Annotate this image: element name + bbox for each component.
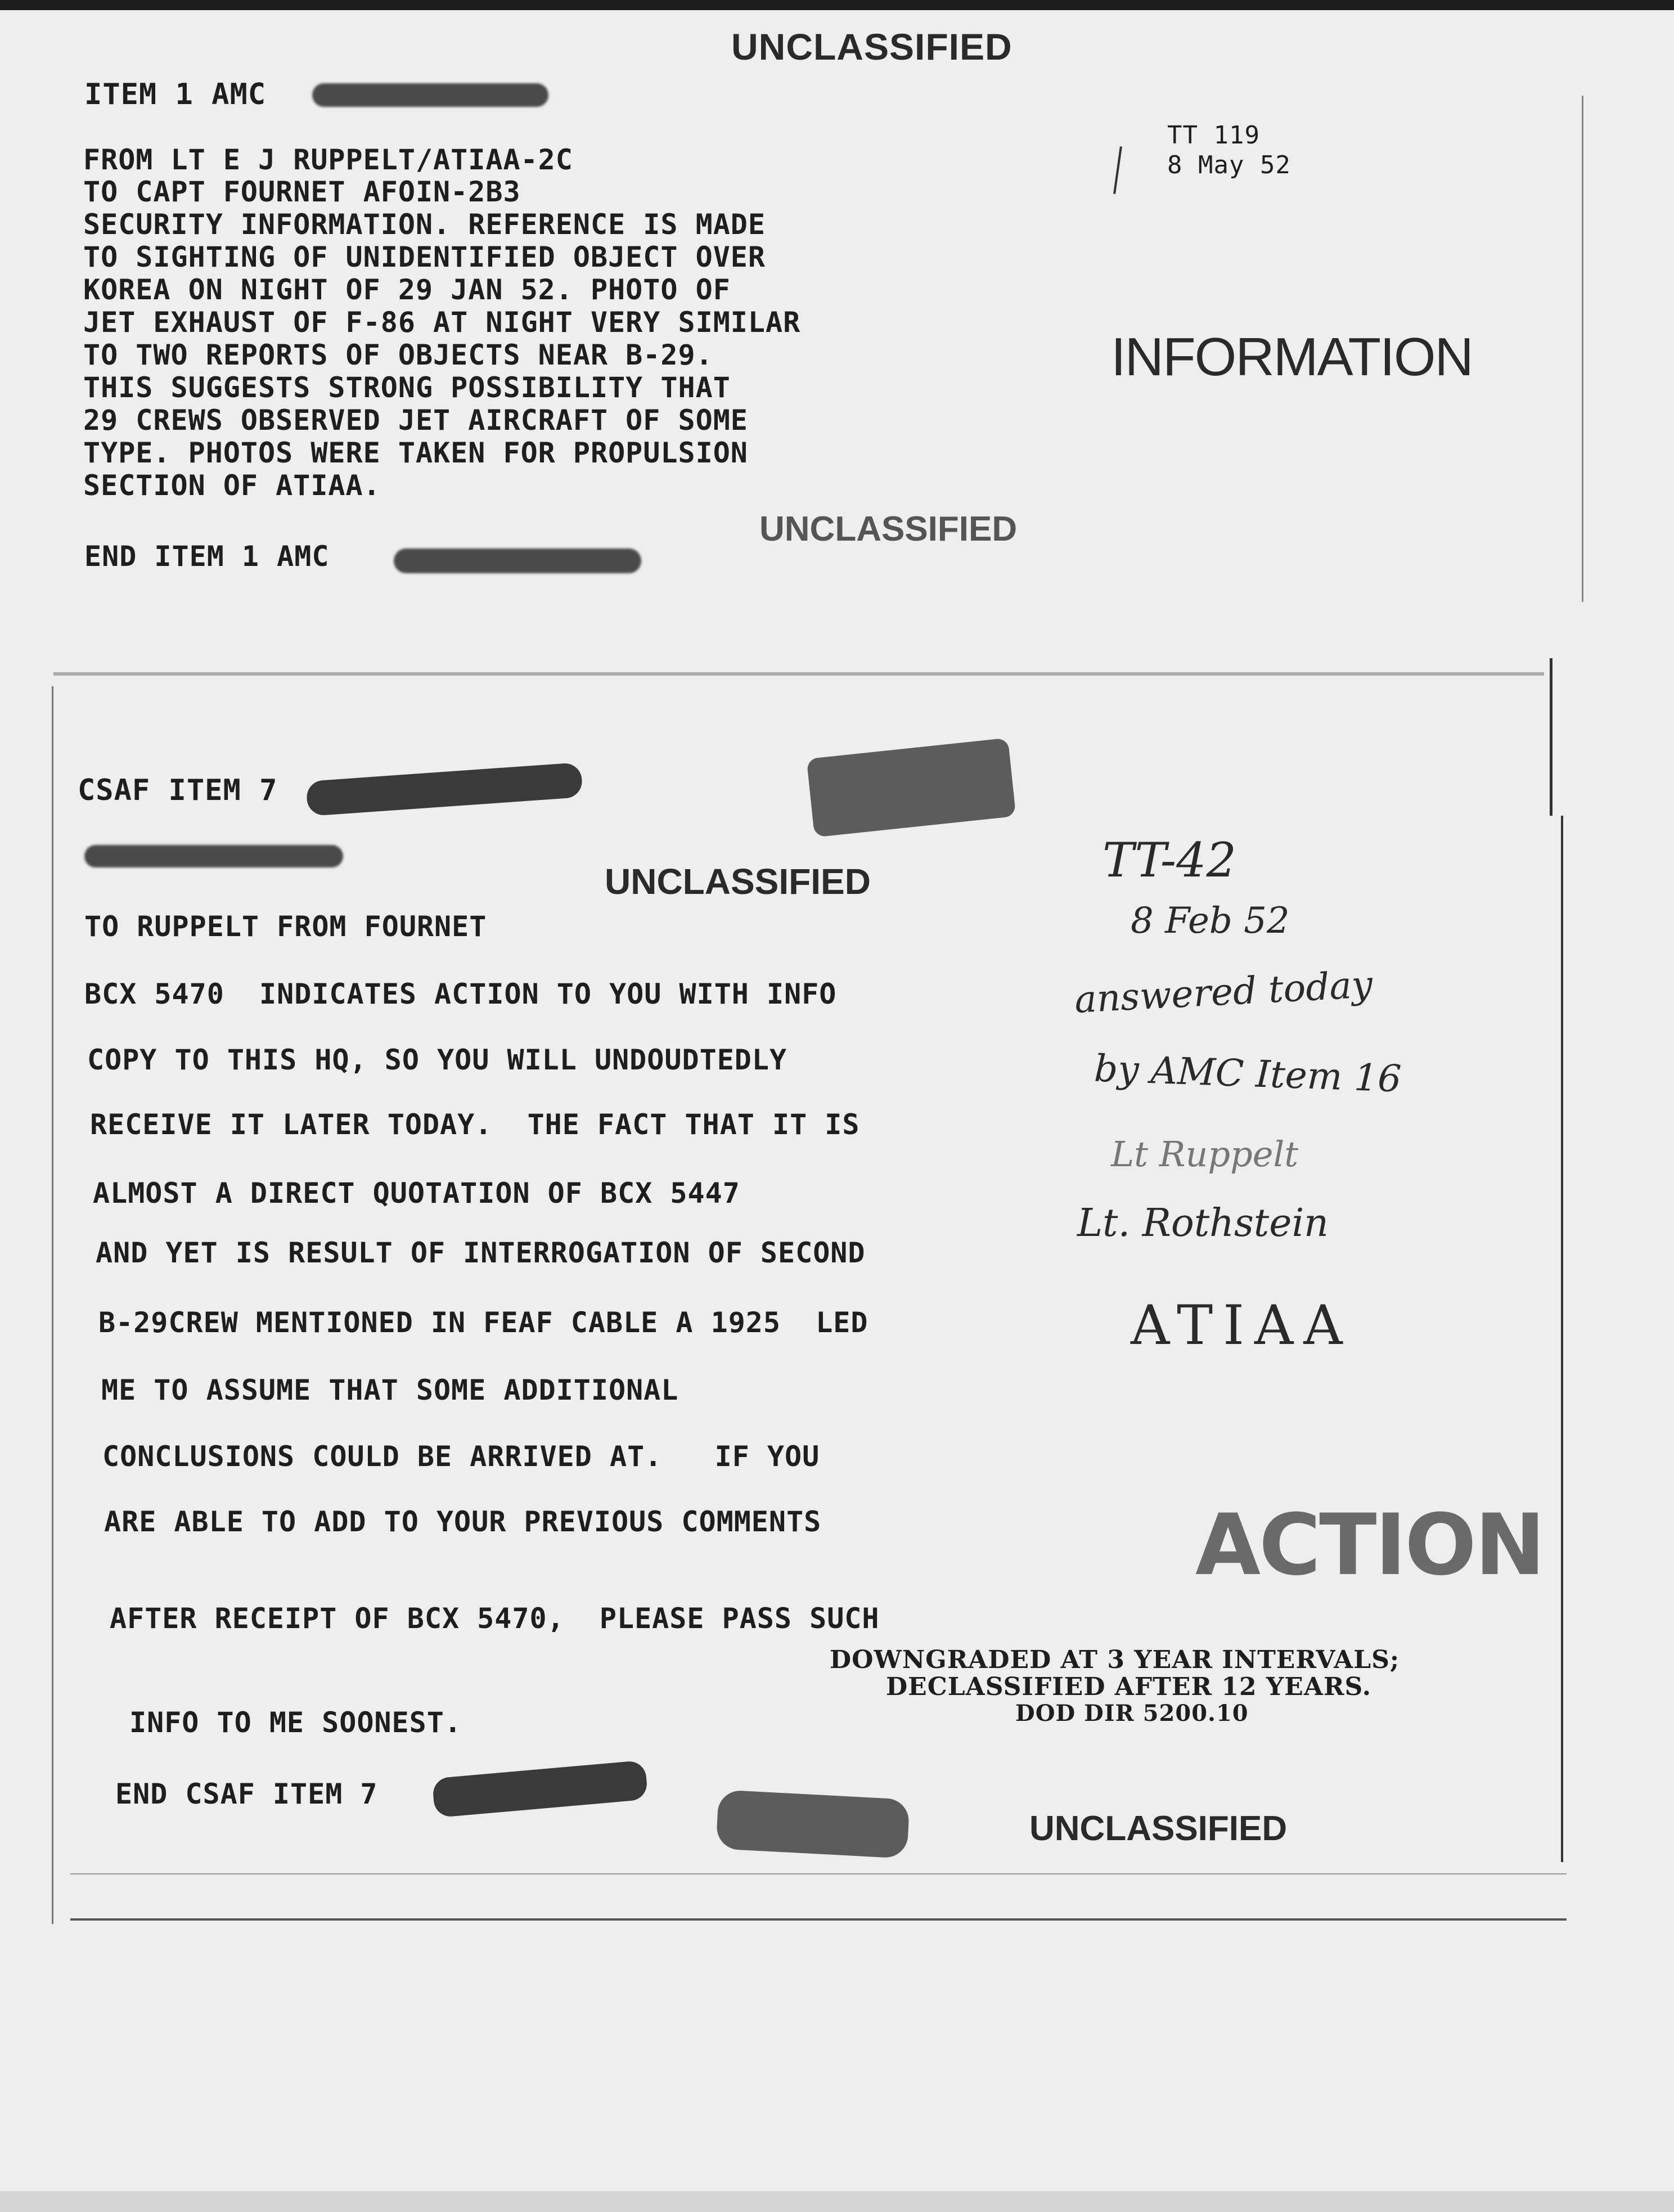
- downgrade-line: DOWNGRADED AT 3 YEAR INTERVALS;: [830, 1645, 1400, 1674]
- body-line: JET EXHAUST OF F-86 AT NIGHT VERY SIMILAR: [83, 306, 801, 339]
- information-stamp: INFORMATION: [1111, 327, 1473, 387]
- body-line: FROM LT E J RUPPELT/ATIAA-2C: [83, 143, 573, 176]
- body-line: ME TO ASSUME THAT SOME ADDITIONAL: [101, 1374, 679, 1406]
- body-line: ALMOST A DIRECT QUOTATION OF BCX 5447: [93, 1177, 740, 1210]
- sheet-right-edge: [1561, 816, 1563, 1862]
- handwritten-note: TT-42: [1102, 833, 1237, 888]
- page-top-edge: [0, 0, 1674, 10]
- page-bottom-edge: [0, 2191, 1674, 2212]
- sheet-top-edge: [53, 672, 1544, 676]
- handwritten-note: answered today: [1073, 963, 1374, 1022]
- handwritten-note: ATIAA: [1131, 1294, 1353, 1357]
- body-line: CONCLUSIONS COULD BE ARRIVED AT. IF YOU: [102, 1440, 820, 1473]
- margin-mark: [1113, 146, 1122, 194]
- body-line: B-29CREW MENTIONED IN FEAF CABLE A 1925 LED: [98, 1306, 868, 1339]
- handwritten-note: Lt. Rothstein: [1077, 1201, 1329, 1246]
- handwritten-note: Lt Ruppelt: [1111, 1134, 1299, 1175]
- redaction-mark: [716, 1790, 910, 1859]
- unclassified-stamp: UNCLASSIFIED: [605, 861, 871, 902]
- body-line: THIS SUGGESTS STRONG POSSIBILITY THAT: [83, 371, 731, 404]
- body-line: TO CAPT FOURNET AFOIN-2B3: [83, 176, 521, 208]
- body-line: TO SIGHTING OF UNIDENTIFIED OBJECT OVER: [83, 241, 766, 273]
- redaction-mark: [432, 1760, 649, 1818]
- item-header: ITEM 1 AMC: [84, 78, 267, 111]
- body-line: SECURITY INFORMATION. REFERENCE IS MADE: [83, 208, 766, 241]
- body-line: ARE ABLE TO ADD TO YOUR PREVIOUS COMMENTS: [104, 1505, 822, 1538]
- item-header: CSAF ITEM 7: [78, 774, 278, 807]
- body-line: KOREA ON NIGHT OF 29 JAN 52. PHOTO OF: [83, 273, 731, 306]
- downgrade-line: DOD DIR 5200.10: [1015, 1700, 1249, 1727]
- sheet-right-edge: [1550, 658, 1552, 816]
- body-line: AFTER RECEIPT OF BCX 5470, PLEASE PASS SUCH: [110, 1602, 880, 1635]
- body-line: AND YET IS RESULT OF INTERROGATION OF SECOND: [96, 1237, 866, 1269]
- reference-date: 8 May 52: [1167, 151, 1291, 179]
- body-line: TYPE. PHOTOS WERE TAKEN FOR PROPULSION: [83, 437, 748, 469]
- action-stamp: ACTION: [1195, 1496, 1544, 1594]
- sheet-bottom-shadow: [70, 1873, 1567, 1874]
- redaction-mark: [394, 548, 641, 573]
- unclassified-stamp-bottom: UNCLASSIFIED: [1029, 1809, 1288, 1848]
- sheet-bottom-edge: [70, 1918, 1567, 1921]
- handwritten-note: 8 Feb 52: [1131, 900, 1290, 942]
- end-item: END ITEM 1 AMC: [84, 540, 330, 573]
- downgrade-line: DECLASSIFIED AFTER 12 YEARS.: [886, 1673, 1372, 1701]
- redaction-mark: [305, 762, 583, 816]
- body-line: 29 CREWS OBSERVED JET AIRCRAFT OF SOME: [83, 404, 748, 437]
- body-line: COPY TO THIS HQ, SO YOU WILL UNDOUDTEDLY: [87, 1044, 788, 1076]
- body-line: INFO TO ME SOONEST.: [129, 1706, 462, 1739]
- body-line: TO RUPPELT FROM FOURNET: [84, 910, 487, 943]
- body-line: TO TWO REPORTS OF OBJECTS NEAR B-29.: [83, 339, 713, 371]
- end-item: END CSAF ITEM 7: [115, 1778, 378, 1810]
- redaction-mark: [807, 738, 1016, 838]
- body-line: RECEIVE IT LATER TODAY. THE FACT THAT IT IS: [90, 1108, 860, 1141]
- body-line: BCX 5470 INDICATES ACTION TO YOU WITH INFO: [84, 978, 837, 1010]
- redaction-mark: [312, 83, 548, 107]
- handwritten-note: by AMC Item 16: [1093, 1046, 1402, 1101]
- body-line: SECTION OF ATIAA.: [83, 469, 381, 502]
- sheet-left-edge: [52, 686, 53, 1924]
- redaction-mark: [84, 845, 343, 867]
- reference-number: TT 119: [1167, 121, 1260, 150]
- unclassified-stamp-top: UNCLASSIFIED: [731, 26, 1012, 68]
- unclassified-stamp-mid: UNCLASSIFIED: [759, 510, 1018, 548]
- sheet-right-edge: [1582, 96, 1583, 602]
